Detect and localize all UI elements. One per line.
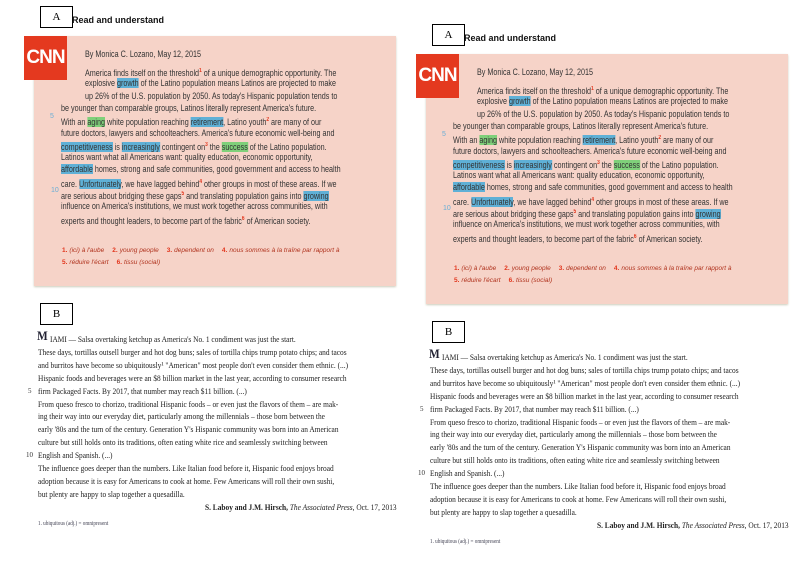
article-b-line [430, 377, 740, 389]
line-text: firm Packaged Facts. By 2017, that number may reach $11 billion. (...) [430, 403, 639, 414]
source-publication: The Associated Press, [289, 502, 355, 512]
text-segment: Latinos want what all Americans want: quality education, economic opportunity, [453, 170, 705, 181]
line-number: 5 [442, 131, 446, 138]
article-a-line [61, 213, 310, 227]
note-text: réduire l'écart [461, 277, 501, 284]
footnote-marker: 1 [199, 68, 202, 74]
line-text: The influence goes deeper than the numbers. Like Italian food before it, Hispanic food enjoys broad [430, 481, 726, 491]
article-a-line [453, 181, 733, 193]
text-segment: contingent on [159, 141, 206, 152]
line-text: culture but still holds onto its traditions, often eating white rice and seamlessly switching between [430, 455, 720, 466]
note-text: tissu (social) [516, 277, 553, 284]
article-b-line [430, 441, 731, 453]
footnote-marker: 5 [573, 209, 577, 215]
text-segment: up 26% of the U.S. population by 2050. As today's Hispanic population tends to [85, 90, 338, 101]
article-b-source [597, 519, 789, 531]
source-date: Oct. 17, 2013 [748, 520, 789, 530]
article-a-line [61, 127, 335, 139]
text-segment: and translating population gains into [184, 191, 304, 201]
vocab-notes-row [62, 259, 168, 266]
article-b-line [430, 506, 577, 518]
highlighted-word: success [613, 159, 640, 170]
text-segment: of a unique demographic opportunity. The [593, 86, 729, 96]
footnote-marker: 2 [266, 117, 270, 124]
text-segment: With an [453, 135, 480, 146]
note-number: 1. [454, 265, 460, 272]
article-a-line [477, 108, 729, 120]
line-number: 5 [420, 405, 424, 413]
text-segment: America finds itself on the threshold [477, 86, 592, 96]
document-left [0, 0, 400, 565]
footnote-marker: 2 [658, 135, 662, 142]
text-segment: influence on America's institutions, we must work together across communities, with [453, 219, 720, 230]
label-b: B [432, 321, 465, 343]
article-a-line [453, 120, 708, 132]
note-number: 1. [62, 247, 68, 254]
line-text: IAMI — Salsa overtaking ketchup as America's No. 1 condiment was just the start. [442, 352, 688, 362]
article-b-line [38, 359, 348, 371]
line-text: IAMI — Salsa overtaking ketchup as America's No. 1 condiment was just the start. [50, 334, 296, 344]
text-segment: are serious about bridging these gaps [453, 209, 574, 219]
article-b-line [430, 390, 739, 402]
text-segment: is [112, 141, 122, 152]
line-text: English and Spanish. (...) [38, 450, 113, 461]
article-b-source [205, 501, 397, 513]
article-b-line [38, 410, 325, 422]
line-text: ing their way into our everyday diet, particularly among the millennials – those born between the [430, 429, 717, 440]
text-segment: explosive [85, 78, 118, 89]
text-segment: future doctors, lawyers and schoolteachers. America's future economic well-being and [453, 145, 727, 156]
article-b-line [430, 364, 739, 376]
cnn-logo-text: CNN [418, 65, 457, 86]
text-segment: , we have lagged behind [513, 196, 592, 207]
footnote-marker: 6 [241, 215, 245, 222]
note-text: réduire l'écart [69, 259, 109, 266]
text-segment: white population reaching [105, 117, 191, 128]
vocab-notes-row [454, 277, 560, 284]
text-segment: experts and thought leaders, to become part of the fabric [453, 233, 634, 244]
drop-cap: M [37, 328, 48, 343]
footnote-marker: 6 [633, 233, 637, 240]
label-a: A [40, 6, 73, 28]
line-text: but plenty are happy to slap together a quesadilla. [38, 488, 185, 499]
article-b-line [430, 480, 726, 492]
article-a-line [453, 169, 705, 181]
drop-cap: M [429, 346, 440, 361]
note-number: 3. [166, 247, 173, 254]
text-segment: experts and thought leaders, to become part of the fabric [61, 215, 242, 226]
article-b-line [38, 475, 334, 487]
text-segment: other groups in most of these areas. If we [202, 178, 337, 189]
article-a-line [85, 77, 336, 89]
note-text: nous sommes à la traîne par rapport à [229, 247, 340, 254]
note-text: nous sommes à la traîne par rapport à [621, 265, 732, 272]
article-b-line [37, 328, 296, 345]
highlighted-word: retirement [190, 117, 224, 128]
article-a-line [453, 145, 727, 157]
article-b-line [429, 346, 688, 363]
vocab-notes-row [62, 247, 348, 254]
article-b-line [38, 436, 328, 448]
text-segment: other groups in most of these areas. If we [594, 196, 729, 207]
line-text: Hispanic foods and beverages were an $8 billion market in the last year, according to consumer research [38, 372, 347, 383]
article-a-line [61, 200, 328, 212]
text-segment: of the Latino population. [247, 141, 327, 152]
text-segment: are many of our [661, 135, 714, 146]
label-b: B [40, 303, 73, 325]
document-right [392, 18, 792, 583]
text-segment: of American society. [636, 233, 703, 244]
note-number: 5. [454, 277, 460, 284]
note-number: 2. [112, 247, 118, 254]
text-segment: , Latino youth [615, 135, 659, 146]
note-number: 6. [116, 259, 123, 266]
cnn-logo-text: CNN [26, 47, 65, 68]
note-number: 3. [558, 265, 565, 272]
article-b-line [38, 398, 338, 410]
highlighted-word: growing [695, 209, 721, 219]
line-text: and burritos have become so ubiquitously¹ "American" most people don't even consider them ethnic. (...) [38, 359, 349, 370]
article-b-line [430, 416, 730, 428]
text-segment: of the Latino population. [639, 159, 719, 170]
article-b-line [38, 385, 247, 397]
highlighted-word: growth [117, 78, 139, 89]
note-text: young people [119, 247, 159, 254]
text-segment: future doctors, lawyers and schoolteachers. America's future economic well-being and [61, 127, 335, 138]
article-a-line [85, 90, 337, 102]
article-b-line [430, 428, 717, 440]
cnn-logo [416, 54, 459, 98]
highlighted-word: aging [87, 117, 106, 128]
article-b-footnote: 1. ubiquitous (adj.) = omnipresent [38, 521, 109, 527]
note-text: young people [511, 265, 551, 272]
text-segment: of the Latino population means Latinos are projected to make [138, 78, 336, 89]
line-text: and burritos have become so ubiquitously¹ "American" most people don't even consider them ethnic. (...) [430, 377, 741, 388]
footnote-marker: 4 [199, 178, 203, 185]
article-b-line [38, 449, 113, 461]
section-heading: Read and understand [72, 15, 165, 25]
article-a-line [61, 102, 316, 114]
highlighted-word: competitiveness [61, 141, 113, 152]
article-b-line [430, 467, 505, 479]
line-text: From queso fresco to chorizo, traditional Hispanic foods – or even just the flavors of them – are mak- [430, 416, 731, 427]
text-segment: be younger than comparable groups, Latinos literally represent America's future. [61, 102, 317, 113]
article-b-line [38, 488, 185, 500]
article-b-line [430, 403, 639, 415]
text-segment: the [599, 159, 614, 170]
line-text: These days, tortillas outsell burger and hot dog buns; sales of tortilla chips trump potato chips; and tacos [38, 346, 347, 357]
line-number: 10 [443, 205, 451, 212]
source-date: Oct. 17, 2013 [356, 502, 397, 512]
label-a: A [432, 24, 465, 46]
text-segment: influence on America's institutions, we must work together across communities, with [61, 201, 328, 212]
cnn-logo [24, 36, 67, 80]
line-number: 10 [418, 469, 425, 477]
text-segment: homes, strong and safe communities, good government and access to health [484, 182, 733, 193]
article-b-footnote: 1. ubiquitous (adj.) = omnipresent [430, 539, 501, 545]
footnote-marker: 3 [597, 159, 600, 166]
line-text: firm Packaged Facts. By 2017, that number may reach $11 billion. (...) [38, 385, 247, 396]
highlighted-word: growing [303, 191, 329, 201]
vocab-notes-row [454, 265, 740, 272]
line-text: early '80s and the turn of the century. Generation Y's Hispanic community was born into an American [38, 424, 339, 435]
note-number: 4. [613, 265, 620, 272]
article-b-line [38, 372, 347, 384]
article-a-line [453, 218, 720, 230]
line-text: culture but still holds onto its traditions, often eating white rice and seamlessly switching between [38, 437, 328, 448]
note-number: 5. [62, 259, 68, 266]
footnote-marker: 3 [205, 141, 208, 148]
highlighted-word: Unfortunately [471, 196, 514, 207]
text-segment: up 26% of the U.S. population by 2050. As today's Hispanic population tends to [477, 108, 730, 119]
source-publication: The Associated Press, [681, 520, 747, 530]
line-text: Hispanic foods and beverages were an $8 billion market in the last year, according to consumer research [430, 390, 739, 401]
article-a-line [453, 231, 702, 245]
note-text: tissu (social) [124, 259, 161, 266]
line-text: English and Spanish. (...) [430, 468, 505, 479]
note-number: 4. [221, 247, 228, 254]
text-segment: , we have lagged behind [121, 178, 200, 189]
line-text: adoption because it is easy for Americans to cook at home. Few Americans will roll their own sushi, [430, 493, 727, 504]
article-a-line [61, 163, 341, 175]
text-segment: of a unique demographic opportunity. The [201, 68, 337, 78]
article-b-line [430, 493, 726, 505]
highlighted-word: success [221, 141, 248, 152]
text-segment: Latinos want what all Americans want: quality education, economic opportunity, [61, 152, 313, 163]
text-segment: be younger than comparable groups, Latinos literally represent America's future. [453, 120, 709, 131]
note-text: dependent on [174, 247, 214, 254]
article-a-byline: By Monica C. Lozano, May 12, 2015 [85, 49, 202, 59]
footnote-marker: 4 [591, 196, 595, 203]
note-number: 6. [508, 277, 515, 284]
text-segment: care. [61, 178, 80, 189]
text-segment: is [504, 159, 514, 170]
text-segment: explosive [477, 96, 510, 107]
note-text: dependent on [566, 265, 606, 272]
text-segment: America finds itself on the threshold [85, 68, 200, 78]
source-authors: S. Laboy and J.M. Hirsch, [597, 520, 680, 530]
line-text: adoption because it is easy for Americans to cook at home. Few Americans will roll their own sushi, [38, 475, 335, 486]
footnote-marker: 5 [181, 191, 185, 197]
section-heading: Read and understand [464, 33, 557, 43]
source-authors: S. Laboy and J.M. Hirsch, [205, 502, 288, 512]
text-segment: contingent on [551, 159, 598, 170]
text-segment: With an [61, 117, 88, 128]
highlighted-word: Unfortunately [79, 178, 122, 189]
line-text: These days, tortillas outsell burger and hot dog buns; sales of tortilla chips trump potato chips; and tacos [430, 364, 739, 375]
note-number: 2. [504, 265, 510, 272]
text-segment: care. [453, 196, 472, 207]
highlighted-word: affordable [453, 182, 485, 193]
text-segment: are many of our [269, 117, 322, 128]
note-text: (ici) à l'aube [461, 265, 497, 272]
text-segment: are serious about bridging these gaps [61, 191, 182, 201]
highlighted-word: aging [479, 135, 498, 146]
text-segment: the [207, 141, 222, 152]
highlighted-word: growth [509, 96, 531, 107]
text-segment: and translating population gains into [576, 209, 696, 219]
text-segment: , Latino youth [223, 117, 267, 128]
highlighted-word: competitiveness [453, 159, 505, 170]
text-segment: homes, strong and safe communities, good government and access to health [92, 164, 341, 175]
line-text: early '80s and the turn of the century. Generation Y's Hispanic community was born into an American [430, 442, 731, 453]
highlighted-word: increasingly [121, 141, 160, 152]
line-text: From queso fresco to chorizo, traditional Hispanic foods – or even just the flavors of them – are mak- [38, 398, 339, 409]
text-segment: of American society. [244, 215, 311, 226]
text-segment: of the Latino population means Latinos are projected to make [530, 96, 728, 107]
line-text: ing their way into our everyday diet, particularly among the millennials – those born between the [38, 411, 325, 422]
line-number: 5 [50, 113, 54, 120]
highlighted-word: retirement [582, 135, 616, 146]
article-b-line [38, 423, 339, 435]
article-a-line [61, 151, 313, 163]
line-number: 5 [28, 387, 32, 395]
line-number: 10 [26, 451, 33, 459]
article-b-line [430, 454, 720, 466]
line-text: The influence goes deeper than the numbers. Like Italian food before it, Hispanic food enjoys broad [38, 463, 334, 473]
article-b-line [38, 462, 334, 474]
note-text: (ici) à l'aube [69, 247, 105, 254]
highlighted-word: increasingly [513, 159, 552, 170]
article-b-line [38, 346, 347, 358]
article-a-line [477, 95, 728, 107]
text-segment: white population reaching [497, 135, 583, 146]
line-number: 10 [51, 187, 59, 194]
article-a-byline: By Monica C. Lozano, May 12, 2015 [477, 67, 594, 77]
footnote-marker: 1 [591, 86, 594, 92]
highlighted-word: affordable [61, 164, 93, 175]
line-text: but plenty are happy to slap together a quesadilla. [430, 506, 577, 517]
